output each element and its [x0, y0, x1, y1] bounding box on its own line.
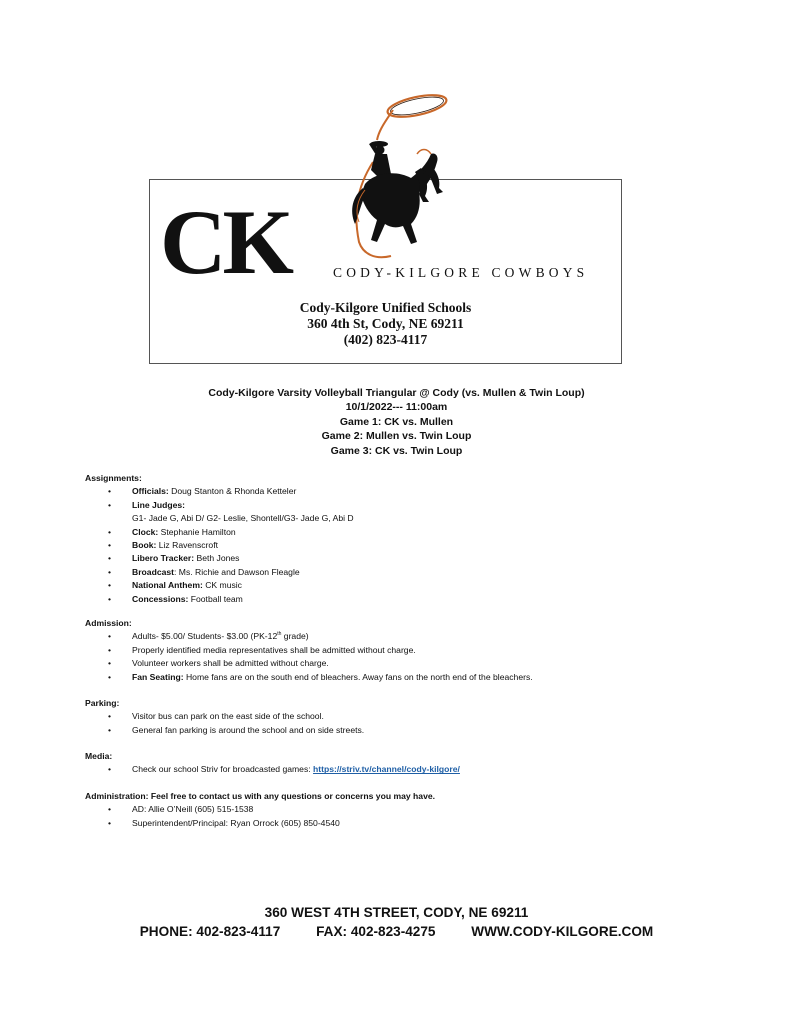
ck-monogram: CK [160, 191, 290, 293]
footer-fax: FAX: 402-823-4275 [316, 924, 436, 939]
list-item: • Fan Seating: Home fans are on the south end of bleachers. Away fans on the north end of the bleachers. [85, 671, 725, 684]
list-item: • Libero Tracker: Beth Jones [85, 552, 725, 565]
cowboy-roping-logo-icon [335, 92, 453, 262]
media-title: Media: [85, 751, 113, 761]
list-item: • Line Judges: [85, 499, 725, 512]
list-item: • Broadcast: Ms. Richie and Dawson Fleagle [85, 566, 725, 579]
assignments-title: Assignments: [85, 473, 142, 483]
parking-title: Parking: [85, 698, 120, 708]
list-item: G1- Jade G, Abi D/ G2- Leslie, Shontell/G3- Jade G, Abi D [132, 513, 354, 524]
list-item: • National Anthem: CK music [85, 579, 725, 592]
media-list [85, 763, 725, 776]
tagline: CODY-KILGORE COWBOYS [333, 265, 589, 280]
list-item: • Officials: Doug Stanton & Rhonda Ketteler [85, 485, 725, 498]
school-name: Cody-Kilgore Unified Schools [299, 300, 472, 315]
list-item: • Visitor bus can park on the east side of the school. [85, 710, 725, 723]
event-title: Cody-Kilgore Varsity Volleyball Triangular @ Cody (vs. Mullen & Twin Loup) [208, 387, 585, 399]
footer-contact-row [0, 922, 793, 941]
game-2: Game 2: Mullen vs. Twin Loup [321, 430, 472, 443]
administration-title: Administration: Feel free to contact us with any questions or concerns you may have. [85, 791, 436, 801]
school-phone: (402) 823-4117 [343, 332, 428, 347]
list-item: • Properly identified media representatives shall be admitted without charge. [85, 644, 725, 657]
list-item: • Concessions: Football team [85, 593, 725, 606]
list-item: • Clock: Stephanie Hamilton [85, 526, 725, 539]
list-item: • Adults- $5.00/ Students- $3.00 (PK-12th grade) [85, 630, 725, 643]
admission-title: Admission: [85, 618, 132, 628]
administration-list [85, 803, 725, 830]
footer-website[interactable]: WWW.CODY-KILGORE.COM [471, 924, 654, 939]
game-1: Game 1: CK vs. Mullen [339, 415, 454, 428]
admission-section [85, 617, 725, 684]
parking-list [85, 710, 725, 737]
game-3: Game 3: CK vs. Twin Loup [330, 444, 463, 457]
footer [0, 903, 793, 941]
list-item: • AD: Allie O’Neill (605) 515-1538 [85, 803, 725, 816]
list-item: • Book: Liz Ravenscroft [85, 539, 725, 552]
striv-link[interactable]: https://striv.tv/channel/cody-kilgore/ [313, 764, 460, 775]
list-item: • General fan parking is around the school and on side streets. [85, 724, 725, 737]
list-item: • Volunteer workers shall be admitted without charge. [85, 657, 725, 670]
admission-list [85, 630, 725, 684]
event-header [0, 386, 793, 458]
footer-address: 360 WEST 4TH STREET, CODY, NE 69211 [264, 905, 529, 920]
assignments-list [85, 485, 725, 606]
assignments-section [85, 472, 725, 606]
school-info [149, 300, 622, 348]
parking-section [85, 697, 725, 737]
administration-section [85, 790, 725, 830]
list-item: • Check our school Striv for broadcasted games: https://striv.tv/channel/cody-kilgore/ [85, 763, 725, 776]
footer-phone: PHONE: 402-823-4117 [139, 924, 281, 939]
list-item: • Superintendent/Principal: Ryan Orrock (605) 850-4540 [85, 817, 725, 830]
event-datetime: 10/1/2022--- 11:00am [345, 401, 448, 414]
media-section [85, 750, 725, 777]
school-address: 360 4th St, Cody, NE 69211 [307, 316, 464, 331]
